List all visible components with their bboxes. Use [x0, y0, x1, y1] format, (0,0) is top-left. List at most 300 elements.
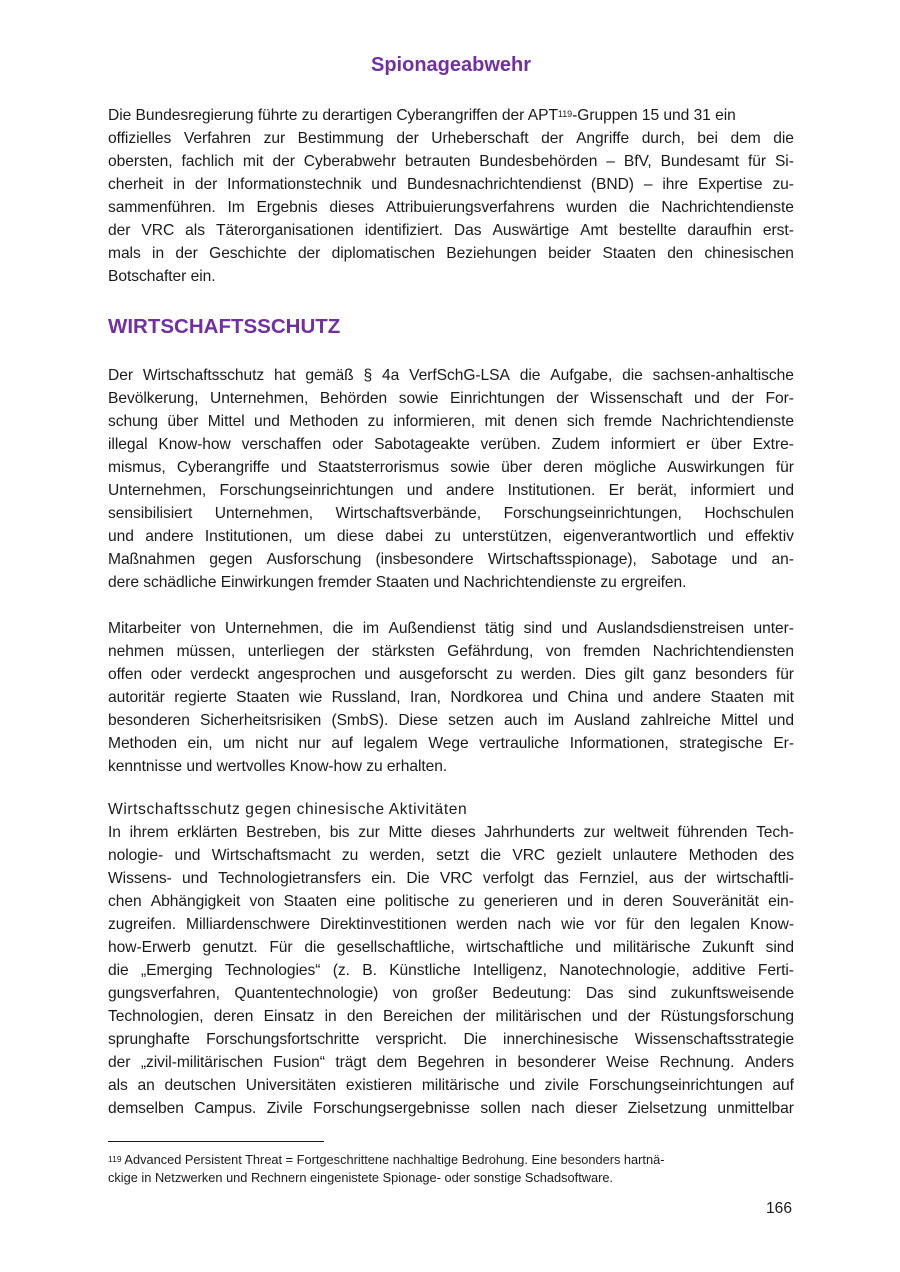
text-line: [108, 640, 794, 663]
word: Aufgabe,: [550, 367, 613, 384]
word: müssen,: [176, 643, 236, 660]
word: besonderen: [108, 712, 190, 729]
word: mals: [108, 245, 141, 262]
word: der: [627, 1008, 651, 1025]
text-line: [108, 709, 794, 732]
word: Nachrichtendienste: [661, 199, 794, 216]
word: Zudem: [551, 436, 600, 453]
word: Die: [406, 870, 430, 887]
text-line: kenntnisse und wertvolles Know-how zu erhalten.: [108, 758, 448, 775]
word: zu: [434, 528, 451, 545]
word: die: [773, 130, 794, 147]
word: Auslandsdienstreisen: [596, 620, 745, 637]
text-line: [108, 219, 794, 242]
word: Verfahren: [183, 130, 252, 147]
word: gezielt: [556, 847, 602, 864]
word: Cyberangriffe: [176, 459, 270, 476]
word: Weise: [606, 1054, 650, 1071]
word: Tech-: [756, 824, 794, 841]
word: chen: [108, 893, 142, 910]
word: zur: [583, 824, 605, 841]
word: ein,: [187, 735, 213, 752]
word: Bedeutung:: [492, 985, 572, 1002]
text-line: [108, 936, 794, 959]
text-line: [108, 821, 794, 844]
text-line: [108, 1028, 794, 1051]
word: nologie-: [108, 847, 164, 864]
text-line: [108, 1005, 794, 1028]
word: Methoden: [688, 847, 758, 864]
word: Behörden: [319, 390, 388, 407]
word: Maßnahmen: [108, 551, 196, 568]
word: denen: [514, 413, 558, 430]
text-line: [108, 1074, 794, 1097]
word: andere: [652, 689, 702, 706]
word: how-Erwerb: [108, 939, 191, 956]
footnote-reference[interactable]: 119: [557, 109, 573, 119]
footnote-line: [108, 1151, 794, 1169]
word: nehmen: [108, 643, 165, 660]
word: politische: [384, 893, 450, 910]
word: eine: [346, 893, 376, 910]
word: deren: [543, 459, 583, 476]
word: zur: [263, 130, 286, 147]
word: VRC: [141, 222, 175, 239]
word: sowie: [398, 390, 439, 407]
word: Sicherheitsrisiken: [200, 712, 322, 729]
word: VRC: [512, 847, 546, 864]
word: dem: [730, 130, 761, 147]
word: 4a: [381, 367, 400, 384]
word: Er: [608, 482, 625, 499]
word: Si-: [774, 153, 794, 170]
word: deutschen: [164, 1077, 237, 1094]
word: Staaten: [236, 689, 290, 706]
word: zukunftsweisende: [670, 985, 794, 1002]
word: Attribuierungsverfahrens: [385, 199, 555, 216]
word: an: [137, 1077, 155, 1094]
word: Außendienst: [388, 620, 476, 637]
word: wurden: [566, 199, 618, 216]
word: und: [108, 528, 134, 545]
word: diese: [336, 528, 374, 545]
word: trägt: [335, 1054, 367, 1071]
word: sprunghafte: [108, 1031, 190, 1048]
word: Im: [227, 199, 245, 216]
word: China: [567, 689, 608, 706]
word: genutzt.: [202, 939, 258, 956]
word: ein.: [371, 870, 397, 887]
word: im: [362, 620, 380, 637]
word: eigenverantwortlich: [563, 528, 697, 545]
word: ihrem: [129, 824, 169, 841]
word: angesprochen: [257, 666, 356, 683]
word: auf: [331, 735, 353, 752]
word: Rechnung.: [659, 1054, 735, 1071]
footnote-line: ckige in Netzwerken und Rechnern eingenistete Spionage- oder sonstige Schadsoftware.: [108, 1170, 614, 1185]
word: und: [254, 413, 280, 430]
text-line: [108, 173, 794, 196]
word: In: [108, 824, 121, 841]
word: Campus.: [194, 1100, 257, 1117]
text-line: [108, 1051, 794, 1074]
word: wie: [298, 689, 323, 706]
word: Amt: [580, 222, 608, 239]
word: sachsen-anhaltische: [652, 367, 794, 384]
word: Bereichen: [382, 1008, 453, 1025]
word: verdeckt: [190, 666, 249, 683]
word: Angriffe: [576, 130, 630, 147]
word: werden: [456, 916, 508, 933]
text-line: [108, 387, 794, 410]
word: Mittel: [721, 712, 758, 729]
word: auch: [503, 712, 538, 729]
word: Nanotechnologie,: [559, 962, 680, 979]
word: und: [280, 459, 307, 476]
word: Bundesamt: [660, 153, 740, 170]
word: Jahrhunderts: [484, 824, 575, 841]
word: dieses: [430, 824, 476, 841]
word: bei: [697, 130, 718, 147]
word: und: [707, 528, 734, 545]
word: „Emerging: [141, 962, 213, 979]
word: ausgeforscht: [398, 666, 488, 683]
word: (SmbS).: [331, 712, 389, 729]
word: Für: [269, 939, 293, 956]
word: der: [175, 245, 198, 262]
word: Diese: [398, 712, 439, 729]
section-paragraph-1: [108, 364, 794, 594]
word: durch,: [641, 130, 685, 147]
word: zahlreiche: [640, 712, 711, 729]
text-line: [108, 364, 794, 387]
word: Ausforschung: [266, 551, 362, 568]
word: Urheberschaft: [431, 130, 529, 147]
word: militärische: [421, 1077, 500, 1094]
word: sind: [627, 985, 657, 1002]
word: besonders: [694, 666, 768, 683]
word: militärische: [613, 939, 691, 956]
word: Informationen,: [569, 735, 669, 752]
text-line: [108, 104, 794, 127]
word: in: [324, 1008, 337, 1025]
word: identifiziert.: [364, 222, 443, 239]
word: und: [371, 176, 398, 193]
word: und: [174, 847, 201, 864]
word: existieren: [345, 1077, 413, 1094]
word: zivile: [544, 1077, 579, 1094]
word: gesellschaftliche,: [336, 939, 455, 956]
word: werden,: [369, 847, 425, 864]
word: Staaten: [710, 689, 764, 706]
word: Einrichtungen: [449, 390, 545, 407]
word: Technologien,: [108, 1008, 204, 1025]
word: mit: [484, 413, 506, 430]
word: die: [519, 367, 541, 384]
word: Staaten: [602, 245, 656, 262]
footnote: [108, 1151, 794, 1187]
word: die: [304, 939, 326, 956]
word: legalem: [363, 735, 418, 752]
word: Forschungseinrichtungen: [588, 1077, 763, 1094]
word: Begehren: [417, 1054, 485, 1071]
word: sich: [566, 413, 595, 430]
word: er: [686, 436, 700, 453]
word: (z.: [332, 962, 350, 979]
word: Wirtschaftsspionage),: [487, 551, 637, 568]
word: in: [602, 893, 615, 910]
word: von: [190, 620, 216, 637]
word: und: [768, 712, 794, 729]
word: Forschungsergebnisse: [313, 1100, 470, 1117]
word: bis: [329, 824, 350, 841]
word: und: [617, 689, 644, 706]
word: sollen: [480, 1100, 521, 1117]
word: gungsverfahren,: [108, 985, 220, 1002]
word: sensibilisiert: [108, 505, 193, 522]
word: zu-: [772, 176, 794, 193]
footnote-separator: [108, 1141, 324, 1142]
word: illegal: [108, 436, 148, 453]
word: die: [108, 962, 129, 979]
word: Know-how: [158, 436, 231, 453]
word: Wege: [428, 735, 469, 752]
word: diplomatischen: [331, 245, 435, 262]
word: Institutionen,: [204, 528, 293, 545]
word: Institutionen.: [507, 482, 596, 499]
word: um: [223, 735, 245, 752]
word: Ausland: [574, 712, 631, 729]
word: deren: [213, 1008, 254, 1025]
word: Fernziel,: [579, 870, 639, 887]
word: und: [406, 482, 433, 499]
word: regierte: [174, 689, 227, 706]
word: für: [625, 916, 645, 933]
word: Unternehmen,: [108, 482, 207, 499]
word: Hochschulen: [704, 505, 794, 522]
word: For-: [765, 390, 794, 407]
word: Expertise: [698, 176, 763, 193]
word: zu: [341, 847, 359, 864]
word: Nachrichtendiensten: [652, 643, 794, 660]
word: der: [272, 153, 295, 170]
text-line: [108, 1097, 794, 1120]
word: Wissens-: [108, 870, 172, 887]
word: und: [532, 689, 559, 706]
word: unterstützen,: [462, 528, 552, 545]
word: mögliche: [594, 459, 657, 476]
word: zu: [458, 893, 475, 910]
word: der: [108, 222, 131, 239]
word: für: [775, 666, 794, 683]
word: über: [710, 436, 742, 453]
word: dabei: [385, 528, 424, 545]
word: an-: [771, 551, 794, 568]
word: cherheit: [108, 176, 164, 193]
text-line: [108, 150, 794, 173]
section-paragraph-3: [108, 821, 794, 1120]
word: Methoden: [289, 413, 359, 430]
word: andere: [145, 528, 194, 545]
text-line: [108, 844, 794, 867]
word: Souveränität: [671, 893, 759, 910]
word: Wirtschaftsschutz: [142, 367, 265, 384]
word: ganz: [652, 666, 687, 683]
word: um: [303, 528, 326, 545]
word: Forschungseinrichtungen: [219, 482, 394, 499]
text-line: [108, 410, 794, 433]
word: berät,: [637, 482, 677, 499]
word: Mitte: [388, 824, 423, 841]
word: Staaten: [283, 893, 338, 910]
word: fremden: [583, 643, 641, 660]
word: sind: [765, 939, 794, 956]
word: im: [547, 712, 565, 729]
word: tätig: [485, 620, 515, 637]
word: Sabotage: [650, 551, 718, 568]
word: der: [336, 643, 360, 660]
word: strategische: [679, 735, 763, 752]
word: Milliardenschwere: [186, 916, 310, 933]
word: oder: [150, 666, 182, 683]
word: den: [654, 916, 680, 933]
word: wirtschaftliche: [466, 939, 564, 956]
word: Extre-: [752, 436, 794, 453]
word: sind: [523, 620, 553, 637]
word: unlautere: [612, 847, 678, 864]
word: effektiv: [745, 528, 794, 545]
text-line: [108, 196, 794, 219]
word: Auswirkungen: [667, 459, 765, 476]
word: und: [508, 1077, 535, 1094]
text-line: [108, 456, 794, 479]
word: legalen: [690, 916, 740, 933]
word: andere: [445, 482, 495, 499]
word: der: [556, 390, 579, 407]
word: zu: [496, 666, 513, 683]
word: Er-: [773, 735, 794, 752]
word: den: [667, 245, 694, 262]
word: von: [545, 643, 571, 660]
word: Zukunft: [702, 939, 754, 956]
word: setzen: [448, 712, 494, 729]
word: Wissenschaft: [590, 390, 683, 407]
word: zugreifen.: [108, 916, 176, 933]
word: Cyberabwehr: [303, 153, 396, 170]
word: und: [768, 482, 794, 499]
text-line: [108, 959, 794, 982]
word: erklärten: [177, 824, 238, 841]
word: in: [494, 1054, 508, 1071]
word: die: [480, 847, 501, 864]
text-line: [108, 617, 794, 640]
word: demselben: [108, 1100, 184, 1117]
word: Direktinvestitionen: [320, 916, 447, 933]
word: auf: [772, 1077, 794, 1094]
word: Unternehmen,: [224, 620, 324, 637]
word: für: [775, 459, 794, 476]
word: und: [694, 390, 720, 407]
word: autoritär: [108, 689, 165, 706]
word: werden.: [521, 666, 577, 683]
word: VerfSchG-LSA: [409, 367, 510, 384]
word: und: [181, 870, 208, 887]
word: der: [108, 1054, 131, 1071]
word: nur: [298, 735, 321, 752]
word: militärischen: [495, 1008, 582, 1025]
word: innerchinesische: [503, 1031, 619, 1048]
word: über: [501, 459, 533, 476]
word: Iran,: [410, 689, 441, 706]
word: als: [185, 222, 205, 239]
word: schung: [108, 413, 158, 430]
word: Fusion“: [273, 1054, 325, 1071]
word: Russland,: [331, 689, 401, 706]
word: die: [332, 620, 354, 637]
word: führenden: [677, 824, 748, 841]
word: Beziehungen: [446, 245, 537, 262]
word: informiert: [690, 482, 755, 499]
word: dieses: [329, 199, 375, 216]
word: und: [566, 893, 593, 910]
word: Bundesnachrichtendienst: [407, 176, 581, 193]
word: nach: [517, 916, 552, 933]
text-fragment: -Gruppen 15 und 31 ein: [572, 107, 736, 124]
word: Täterorganisationen: [215, 222, 354, 239]
word: Zivile: [266, 1100, 303, 1117]
word: Wirtschaftsverbände,: [335, 505, 482, 522]
word: des: [768, 847, 794, 864]
word: mit: [242, 153, 264, 170]
word: additive: [692, 962, 746, 979]
word: weltweit: [613, 824, 669, 841]
word: Mitarbeiter: [108, 620, 182, 637]
word: Wirtschaftsmacht: [211, 847, 331, 864]
text-line: [108, 867, 794, 890]
word: chinesischen: [704, 245, 794, 262]
word: von: [392, 985, 418, 1002]
word: Die: [463, 1031, 487, 1048]
word: Gefährdung,: [447, 643, 534, 660]
word: bestellte: [618, 222, 677, 239]
text-line: [108, 686, 794, 709]
text-line: [108, 732, 794, 755]
word: als: [108, 1077, 128, 1094]
subheading: Wirtschaftsschutz gegen chinesische Aktivitäten: [108, 801, 468, 818]
text-line: [108, 913, 794, 936]
word: betrauten: [404, 153, 471, 170]
text-line: [108, 433, 794, 456]
word: erst-: [762, 222, 794, 239]
word: Anders: [744, 1054, 794, 1071]
word: hat: [274, 367, 296, 384]
word: wirtschaftli-: [716, 870, 794, 887]
word: setzt: [436, 847, 469, 864]
word: –: [606, 153, 615, 170]
page-number: 166: [765, 1200, 792, 1217]
footnote-text: Advanced Persistent Threat = Fortgeschrittene nachhaltige Bedrohung. Eine besonders hartnä-: [124, 1152, 665, 1167]
word: vertrauliche: [479, 735, 560, 752]
word: oder: [332, 436, 364, 453]
word: Forschungseinrichtungen,: [503, 505, 682, 522]
word: nach: [531, 1100, 565, 1117]
word: zu: [367, 413, 384, 430]
word: Rüstungsforschung: [660, 1008, 794, 1025]
word: deren: [623, 893, 663, 910]
text-line: [108, 548, 794, 571]
word: Bevölkerung,: [108, 390, 199, 407]
word: und: [575, 939, 602, 956]
